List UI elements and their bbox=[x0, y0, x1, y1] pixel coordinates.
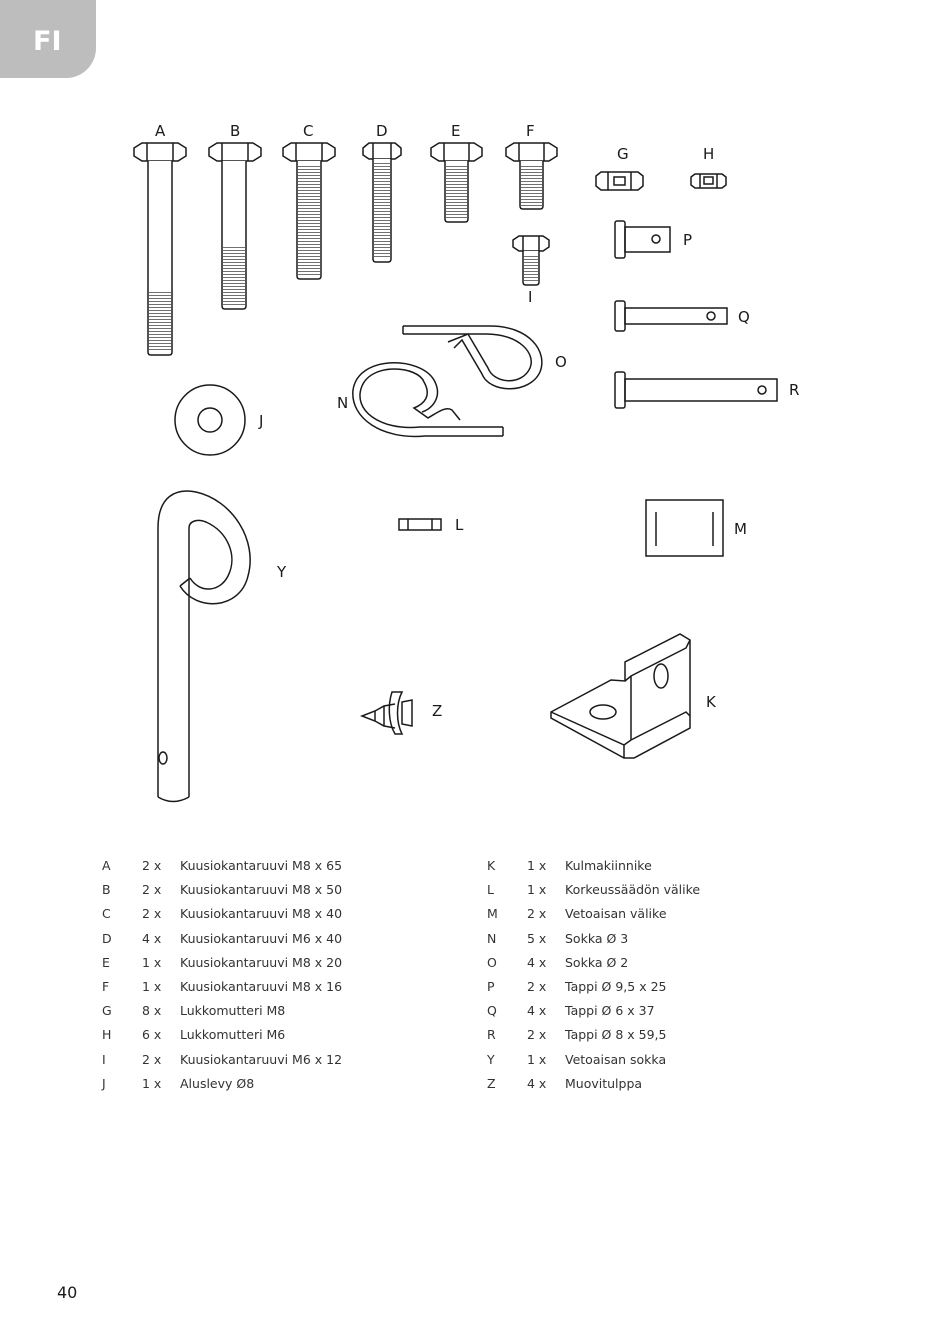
part-letter: K bbox=[487, 858, 496, 873]
part-desc: Kuusiokantaruuvi M8 x 20 bbox=[180, 954, 343, 970]
part-letter: J bbox=[102, 1075, 106, 1091]
label-i: I bbox=[528, 288, 533, 306]
pin-r-drawing bbox=[615, 372, 777, 408]
part-qty: 1 x bbox=[527, 858, 547, 873]
part-qty: 1 x bbox=[527, 1051, 547, 1067]
part-letter: N bbox=[487, 930, 497, 946]
part-qty: 1 x bbox=[142, 1075, 162, 1091]
label-m: M bbox=[734, 520, 747, 538]
pin-p-drawing bbox=[615, 221, 670, 258]
part-letter: I bbox=[102, 1051, 106, 1067]
pin-q-drawing bbox=[615, 301, 727, 331]
part-desc: Tappi Ø 6 x 37 bbox=[565, 1003, 655, 1019]
label-p: P bbox=[683, 231, 693, 249]
label-o: O bbox=[555, 353, 567, 371]
part-qty: 2 x bbox=[142, 1051, 162, 1067]
hitch-pin-y-drawing bbox=[158, 491, 250, 801]
part-letter: D bbox=[102, 930, 112, 946]
language-tab-label: FI bbox=[33, 26, 62, 57]
part-letter: G bbox=[102, 1003, 112, 1019]
washer-j-drawing bbox=[175, 385, 245, 455]
part-letter: Q bbox=[487, 1003, 497, 1019]
bolt-c-drawing bbox=[283, 143, 335, 279]
cotter-pin-n-drawing bbox=[353, 363, 503, 437]
bolt-i-drawing bbox=[513, 236, 549, 285]
part-qty: 4 x bbox=[527, 1003, 547, 1019]
bolt-a-drawing bbox=[134, 143, 186, 355]
label-f: F bbox=[526, 122, 535, 140]
bolt-f-drawing bbox=[506, 143, 557, 209]
part-qty: 1 x bbox=[142, 978, 162, 994]
angle-bracket-k-drawing bbox=[551, 634, 690, 758]
part-letter: R bbox=[487, 1027, 496, 1043]
part-desc: Aluslevy Ø8 bbox=[180, 1075, 255, 1091]
part-desc: Kulmakiinnike bbox=[565, 858, 652, 873]
part-desc: Kuusiokantaruuvi M6 x 40 bbox=[180, 930, 343, 946]
part-qty: 2 x bbox=[527, 906, 547, 922]
part-letter: Y bbox=[487, 1051, 495, 1067]
part-desc: Lukkomutteri M8 bbox=[180, 1003, 286, 1019]
nut-h-drawing bbox=[691, 174, 726, 188]
part-letter: Z bbox=[487, 1075, 496, 1091]
part-letter: M bbox=[487, 906, 498, 922]
part-desc: Sokka Ø 2 bbox=[565, 954, 629, 970]
page-number: 40 bbox=[57, 1283, 78, 1302]
part-desc: Tappi Ø 9,5 x 25 bbox=[565, 978, 667, 994]
label-l: L bbox=[455, 516, 464, 534]
part-qty: 8 x bbox=[142, 1003, 162, 1019]
part-letter: B bbox=[102, 882, 111, 898]
label-b: B bbox=[230, 122, 241, 140]
label-d: D bbox=[376, 122, 388, 140]
part-qty: 2 x bbox=[527, 1027, 547, 1043]
part-qty: 4 x bbox=[527, 1075, 547, 1091]
spacer-m-drawing bbox=[646, 500, 723, 556]
part-desc: Vetoaisan sokka bbox=[565, 1051, 667, 1067]
part-desc: Kuusiokantaruuvi M8 x 65 bbox=[180, 858, 343, 873]
part-desc: Tappi Ø 8 x 59,5 bbox=[565, 1027, 667, 1043]
part-desc: Kuusiokantaruuvi M8 x 40 bbox=[180, 906, 343, 922]
part-desc: Kuusiokantaruuvi M6 x 12 bbox=[180, 1051, 343, 1067]
part-qty: 2 x bbox=[142, 882, 162, 898]
part-qty: 5 x bbox=[527, 930, 547, 946]
part-qty: 2 x bbox=[527, 978, 547, 994]
part-desc: Muovitulppa bbox=[565, 1075, 643, 1091]
part-letter: A bbox=[102, 858, 111, 873]
label-y: Y bbox=[277, 563, 287, 581]
part-letter: E bbox=[102, 954, 110, 970]
part-desc: Kuusiokantaruuvi M8 x 16 bbox=[180, 978, 343, 994]
part-letter: P bbox=[487, 978, 495, 994]
part-desc: Vetoaisan välike bbox=[565, 906, 667, 922]
bolt-d-drawing bbox=[363, 143, 401, 262]
part-qty: 1 x bbox=[142, 954, 162, 970]
part-qty: 1 x bbox=[527, 882, 547, 898]
label-z: Z bbox=[432, 702, 443, 720]
part-letter: O bbox=[487, 954, 497, 970]
part-desc: Lukkomutteri M6 bbox=[180, 1027, 286, 1043]
label-e: E bbox=[451, 122, 461, 140]
part-letter: H bbox=[102, 1027, 112, 1043]
label-q: Q bbox=[738, 308, 750, 326]
part-qty: 2 x bbox=[142, 858, 162, 873]
label-n: N bbox=[337, 394, 349, 412]
label-c: C bbox=[303, 122, 314, 140]
part-desc: Sokka Ø 3 bbox=[565, 930, 629, 946]
part-desc: Korkeussäädön välike bbox=[565, 882, 701, 898]
part-letter: C bbox=[102, 906, 111, 922]
plastic-plug-z-drawing bbox=[362, 692, 412, 734]
bolt-e-drawing bbox=[431, 143, 482, 222]
part-letter: F bbox=[102, 978, 110, 994]
nut-g-drawing bbox=[596, 172, 643, 190]
cotter-pin-o-drawing bbox=[403, 326, 542, 389]
part-desc: Kuusiokantaruuvi M8 x 50 bbox=[180, 882, 343, 898]
part-qty: 2 x bbox=[142, 906, 162, 922]
part-letter: L bbox=[487, 882, 494, 898]
label-k: K bbox=[706, 693, 716, 711]
bolt-b-drawing bbox=[209, 143, 261, 309]
label-j: J bbox=[259, 412, 264, 430]
part-qty: 6 x bbox=[142, 1027, 162, 1043]
part-qty: 4 x bbox=[527, 954, 547, 970]
part-qty: 4 x bbox=[142, 930, 162, 946]
label-g: G bbox=[617, 145, 629, 163]
label-r: R bbox=[789, 381, 800, 399]
spacer-l-drawing bbox=[399, 519, 441, 530]
label-h: H bbox=[703, 145, 715, 163]
label-a: A bbox=[155, 122, 166, 140]
